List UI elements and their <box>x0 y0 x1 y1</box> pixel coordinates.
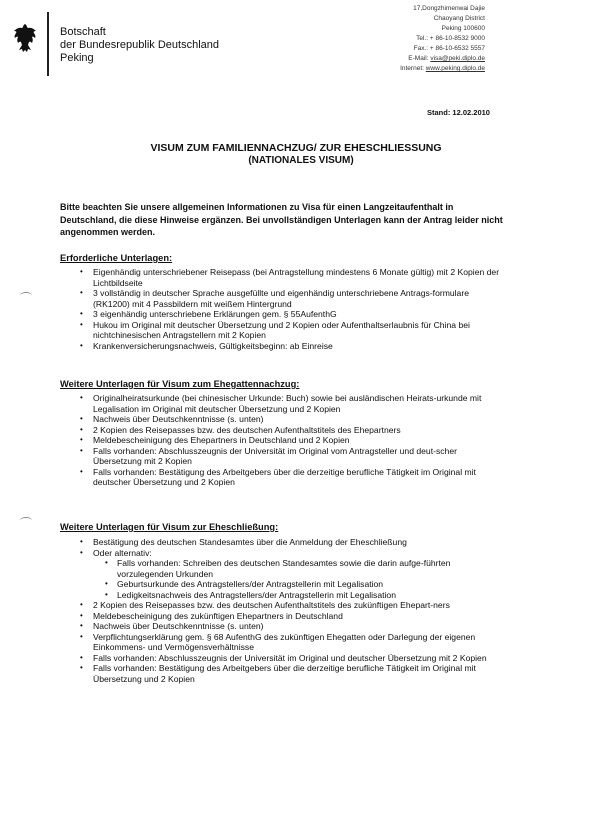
list-item: • Falls vorhanden: Bestätigung des Arbeitgebers über die derzeitige berufliche Tätigkeit im Original mit deutscher Übersetzung und 2 Kopien <box>93 467 505 488</box>
list-item: • Nachweis über Deutschkenntnisse (s. unten) <box>93 414 505 425</box>
address-tel: Tel.: + 86-10-8532 9000 <box>416 35 485 42</box>
intro-paragraph: Bitte beachten Sie unsere allgemeinen Informationen zu Visa für einen Langzeitaufenthalt in Deutschland, die diese Hinweise ergänzen. Bei unvollständigen Unterlagen kann der Antrag leider nicht angenommen werden. <box>60 202 503 237</box>
required-documents-list <box>93 267 505 351</box>
header-divider <box>47 12 49 76</box>
address-fax: Fax.: + 86-10-6532 5557 <box>413 45 485 52</box>
list-item: • Hukou im Original mit deutscher Übersetzung und 2 Kopien oder Aufenthaltserlaubnis für China bei nichtchinesischen Antragstellern mit 2 Kopien <box>93 320 505 341</box>
list-item <box>93 548 505 601</box>
list-item: • 3 eigenhändig unterschriebene Erklärungen gem. § 55AufenthG <box>93 309 505 320</box>
list-item: • 3 vollständig in deutscher Sprache ausgefüllte und eigenhändig unterschriebene Antrags-formulare (RK1200) mit 4 Passbildern mit weißem Hintergrund <box>93 288 505 309</box>
sub-list-item: • Ledigkeitsnachweis des Antragstellers/der Antragstellerin mit Legalisation <box>117 590 505 601</box>
list-item: • 2 Kopien des Reisepasses bzw. des deutschen Aufenthaltstitels des Ehepartners <box>93 425 505 436</box>
section-heading-marriage: Weitere Unterlagen für Visum zur Eheschließung: <box>60 522 279 532</box>
section-heading-required: Erforderliche Unterlagen: <box>60 253 173 263</box>
list-item: • Falls vorhanden: Abschlusszeugnis der Universität im Original und deutscher Übersetzung mit 2 Kopien <box>93 653 505 664</box>
list-item: • Falls vorhanden: Abschlusszeugnis der Universität im Original vom Antragsteller und deut-scher Übersetzung mit 2 Kopien <box>93 446 505 467</box>
sub-list-item: • Geburtsurkunde des Antragstellers/der Antragstellerin mit Legalisation <box>117 579 505 590</box>
embassy-address <box>400 4 485 74</box>
address-city: Peking 100600 <box>441 25 485 32</box>
address-email-line <box>400 54 485 64</box>
spouse-documents-list <box>93 393 505 488</box>
embassy-name-line: Botschaft <box>60 26 106 38</box>
marriage-documents-list <box>93 537 505 684</box>
list-item: • Bestätigung des deutschen Standesamtes über die Anmeldung der Eheschließung <box>93 537 505 548</box>
internet-link[interactable]: www.peking.diplo.de <box>425 65 485 72</box>
alternative-sublist <box>117 558 505 600</box>
list-item: • Eigenhändig unterschriebener Reisepass (bei Antragstellung mindestens 6 Monate gültig) mit 2 Kopien der Lichtbildseite <box>93 267 505 288</box>
list-item-text: Oder alternativ: <box>93 547 152 558</box>
list-item: • Meldebescheinigung des Ehepartners in Deutschland und 2 Kopien <box>93 435 505 446</box>
address-district: Chaoyang District <box>433 15 485 22</box>
list-item: • 2 Kopien des Reisepasses bzw. des deutschen Aufenthaltstitels des zukünftigen Ehepart-ners <box>93 600 505 611</box>
list-item: • Nachweis über Deutschkenntnisse (s. unten) <box>93 621 505 632</box>
internet-label: Internet: <box>400 65 426 72</box>
email-label: E-Mail: <box>408 55 431 62</box>
address-street: 17,Dongzhimenwai Dajie <box>413 5 485 12</box>
document-title: VISUM ZUM FAMILIENNACHZUG/ ZUR EHESCHLIESSUNG <box>150 142 442 154</box>
embassy-name-line: der Bundesrepublik Deutschland <box>60 39 219 51</box>
document-date: Stand: 12.02.2010 <box>427 108 490 117</box>
list-item: • Meldebescheinigung des zukünftigen Ehepartners in Deutschland <box>93 611 505 622</box>
list-item: • Verpflichtungserklärung gem. § 68 AufenthG des zukünftigen Ehegatten oder Darlegung der eigenen Einkommens- und Vermögensverhältnisse <box>93 632 505 653</box>
document-subtitle: (NATIONALES VISUM) <box>248 155 354 166</box>
sub-list-item: • Falls vorhanden: Schreiben des deutschen Standesamtes sowie die darin aufge-führten vorzulegenden Urkunden <box>117 558 505 579</box>
list-item: • Falls vorhanden: Bestätigung des Arbeitgebers über die derzeitige berufliche Tätigkeit im Original mit Übersetzung und 2 Kopien <box>93 663 505 684</box>
punch-hole-mark <box>20 517 32 524</box>
federal-eagle-logo <box>13 22 39 56</box>
list-item: • Originalheiratsurkunde (bei chinesischer Urkunde: Buch) sowie bei ausländischen Heirats-urkunde mit Legalisation im Original mit deutscher Übersetzung und 2 Kopien <box>93 393 505 414</box>
punch-hole-mark <box>20 292 32 299</box>
section-heading-spouse: Weitere Unterlagen für Visum zum Ehegattennachzug: <box>60 379 300 389</box>
address-internet-line <box>400 64 485 74</box>
email-link[interactable]: visa@peki.diplo.de <box>430 55 485 62</box>
embassy-name <box>60 26 219 65</box>
list-item: • Krankenversicherungsnachweis, Gültigkeitsbeginn: ab Einreise <box>93 341 505 352</box>
embassy-name-line: Peking <box>60 52 94 64</box>
